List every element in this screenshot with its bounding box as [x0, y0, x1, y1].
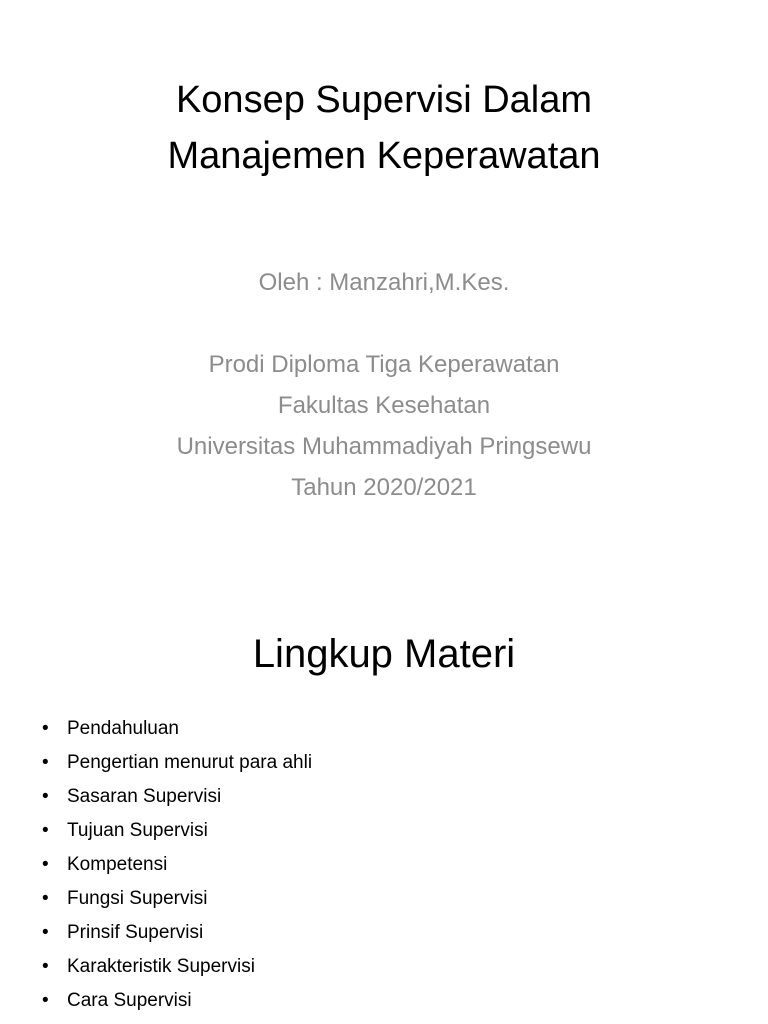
university-line: Universitas Muhammadiyah Pringsewu [176, 433, 592, 460]
list-item-label: Tujuan Supervisi [67, 820, 208, 841]
list-item [42, 814, 312, 848]
list-item [42, 848, 312, 882]
author-line: Oleh : Manzahri,M.Kes. [258, 269, 510, 296]
bullet-icon: • [42, 990, 49, 1011]
list-item [42, 984, 312, 1018]
list-item [42, 882, 312, 916]
list-item-label: Sasaran Supervisi [67, 786, 222, 807]
bullet-icon: • [42, 786, 49, 807]
year-line: Tahun 2020/2021 [291, 474, 477, 501]
bullet-icon: • [42, 922, 49, 943]
list-item [42, 746, 312, 780]
list-item [42, 712, 312, 746]
contents-slide [0, 576, 768, 1024]
list-item [42, 950, 312, 984]
faculty-line: Fakultas Kesehatan [277, 392, 491, 419]
list-item-label: Pendahuluan [67, 718, 179, 739]
bullet-icon: • [42, 820, 49, 841]
bullet-icon: • [42, 718, 49, 739]
list-item-label: Cara Supervisi [67, 990, 192, 1011]
list-item-label: Pengertian menurut para ahli [67, 752, 313, 773]
list-item-label: Kompetensi [67, 854, 168, 875]
bullet-icon: • [42, 956, 49, 977]
slide-subtitle [0, 262, 768, 508]
list-item [42, 780, 312, 814]
topic-list [42, 712, 312, 1018]
title-line-1: Konsep Supervisi Dalam [175, 79, 593, 121]
slide-title [0, 620, 768, 688]
list-item-label: Fungsi Supervisi [67, 888, 208, 909]
list-item-label: Karakteristik Supervisi [67, 956, 255, 977]
bullet-icon: • [42, 854, 49, 875]
contents-title: Lingkup Materi [252, 632, 516, 676]
bullet-icon: • [42, 752, 49, 773]
bullet-icon: • [42, 888, 49, 909]
program-line: Prodi Diploma Tiga Keperawatan [208, 351, 560, 378]
subtitle-spacer [0, 303, 768, 344]
list-item-label: Prinsif Supervisi [67, 922, 204, 943]
slide-title [0, 72, 768, 184]
list-item [42, 916, 312, 950]
title-line-2: Manajemen Keperawatan [167, 135, 601, 177]
